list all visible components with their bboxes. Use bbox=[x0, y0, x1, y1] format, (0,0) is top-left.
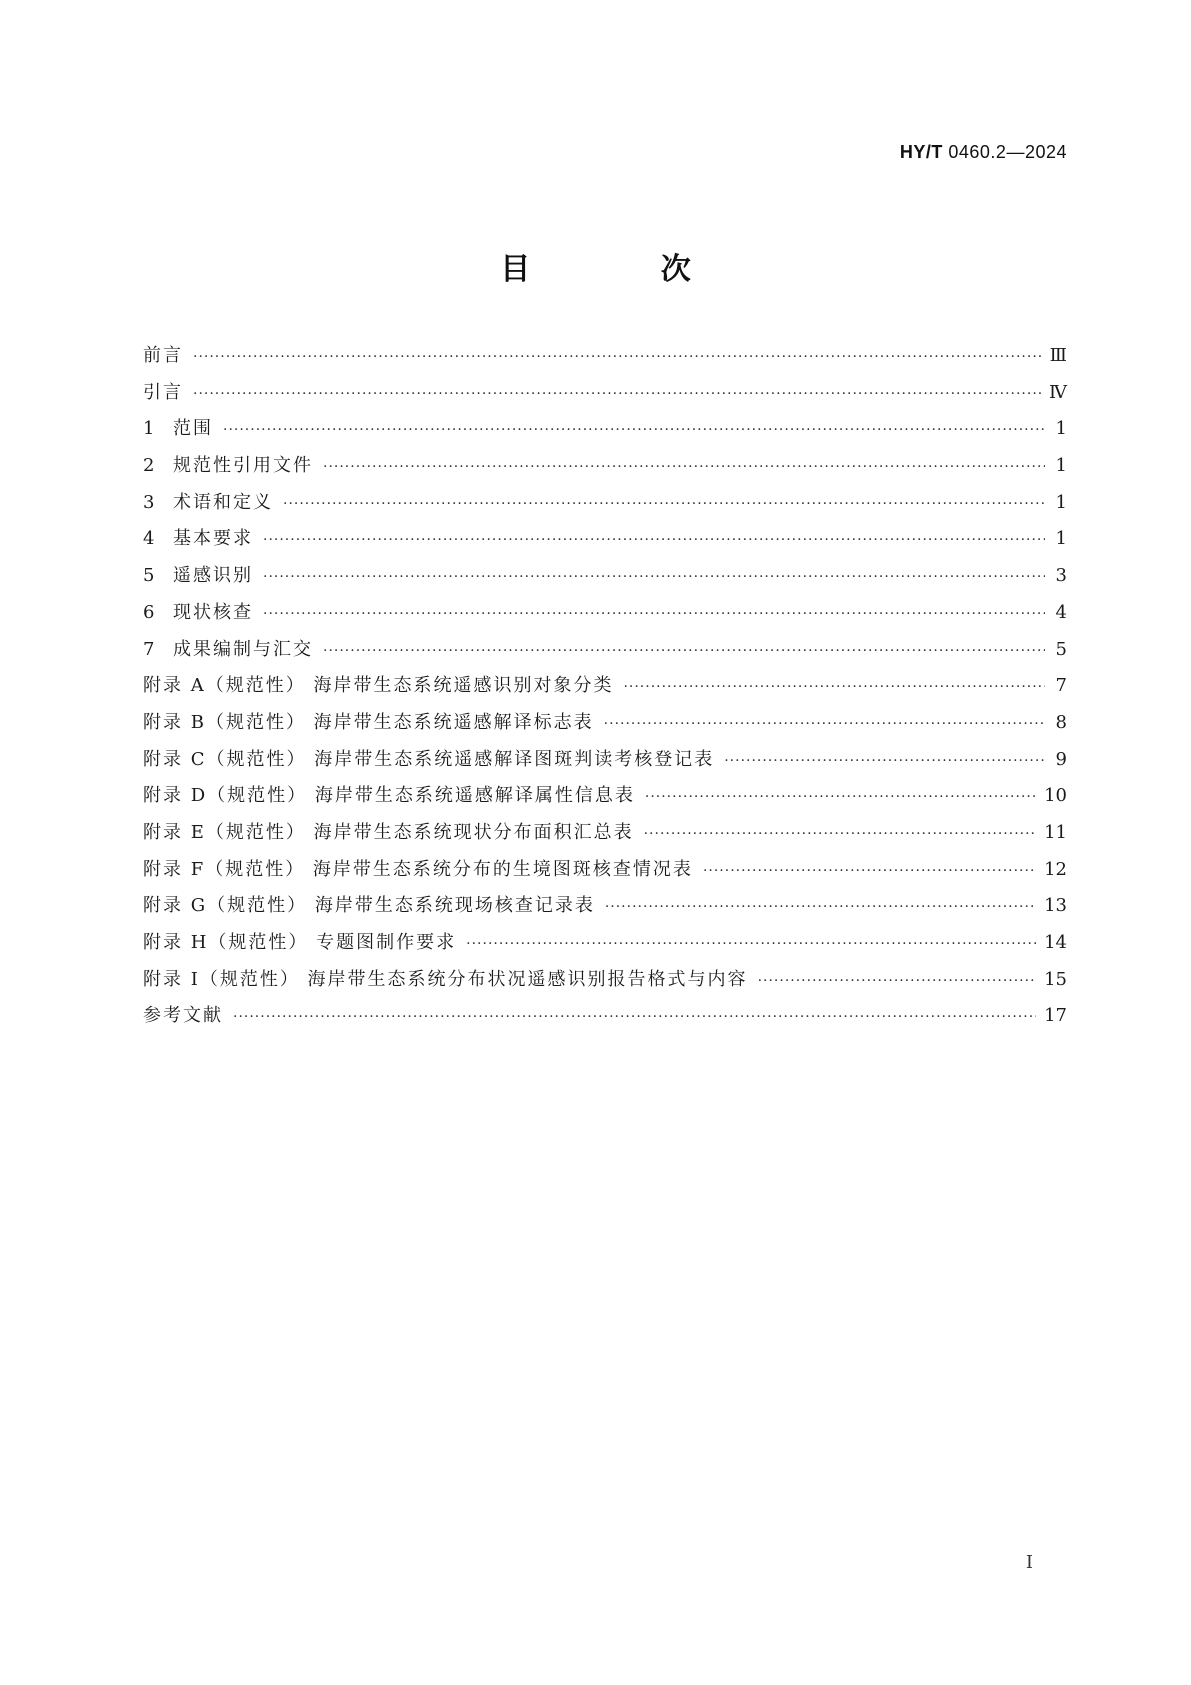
toc-dot-leader bbox=[758, 963, 1037, 1000]
standard-code bbox=[900, 142, 1067, 163]
toc-entry[interactable] bbox=[143, 778, 1067, 815]
standard-number: 0460.2—2024 bbox=[948, 142, 1067, 162]
toc-dot-leader bbox=[193, 339, 1042, 376]
toc-dot-leader bbox=[263, 596, 1045, 633]
toc-entry-page: 5 bbox=[1055, 638, 1067, 660]
toc-entry-label: 现状核查 bbox=[173, 601, 253, 623]
toc-entry-page: 15 bbox=[1044, 968, 1067, 990]
toc-entry-page: 11 bbox=[1044, 821, 1067, 843]
toc-dot-leader bbox=[193, 376, 1041, 413]
toc-dot-leader bbox=[703, 853, 1036, 890]
toc-dot-leader bbox=[283, 486, 1045, 523]
toc-entry[interactable] bbox=[143, 411, 1067, 448]
toc-entry-number: 5 bbox=[143, 565, 155, 587]
toc-entry-page: 14 bbox=[1044, 932, 1067, 953]
toc-dot-leader bbox=[263, 522, 1045, 559]
toc-entry-page: 1 bbox=[1055, 528, 1067, 550]
toc-dot-leader bbox=[645, 779, 1036, 816]
toc-entry[interactable] bbox=[143, 705, 1067, 742]
toc-entry[interactable] bbox=[143, 852, 1067, 889]
toc-entry[interactable] bbox=[143, 632, 1067, 669]
toc-entry-label: 前言 bbox=[143, 345, 183, 366]
toc-entry[interactable] bbox=[143, 742, 1067, 779]
toc-entry-page: 8 bbox=[1055, 711, 1067, 733]
toc-entry[interactable] bbox=[143, 375, 1067, 412]
toc-dot-leader bbox=[223, 412, 1045, 449]
page-title: 目 次 bbox=[500, 252, 751, 287]
toc-entry[interactable] bbox=[143, 521, 1067, 558]
toc-entry-label: 参考文献 bbox=[143, 1005, 223, 1027]
toc-dot-leader bbox=[233, 999, 1036, 1036]
toc-entry-label: 基本要求 bbox=[173, 528, 253, 550]
toc-entry-label: 附录 B（规范性） 海岸带生态系统遥感解译标志表 bbox=[143, 711, 594, 733]
toc-entry[interactable] bbox=[143, 925, 1067, 962]
toc-entry-label: 附录 H（规范性） 专题图制作要求 bbox=[143, 932, 457, 953]
toc-entry[interactable] bbox=[143, 888, 1067, 925]
toc-entry-number: 1 bbox=[143, 418, 155, 440]
toc-entry-number: 6 bbox=[143, 601, 155, 623]
toc-entry-page: 7 bbox=[1055, 675, 1067, 697]
toc-entry-label: 术语和定义 bbox=[173, 491, 273, 513]
toc-entry-label: 遥感识别 bbox=[173, 565, 253, 587]
toc-entry[interactable] bbox=[143, 668, 1067, 705]
toc-entry[interactable] bbox=[143, 595, 1067, 632]
toc-entry-page: Ⅳ bbox=[1049, 381, 1067, 403]
toc-entry-label: 规范性引用文件 bbox=[173, 455, 313, 477]
toc-entry[interactable] bbox=[143, 558, 1067, 595]
toc-entry[interactable] bbox=[143, 448, 1067, 485]
toc-entry[interactable] bbox=[143, 338, 1067, 375]
toc-dot-leader bbox=[263, 559, 1045, 596]
toc-entry-page: 12 bbox=[1044, 858, 1067, 880]
toc-entry-number: 7 bbox=[143, 638, 155, 660]
table-of-contents bbox=[143, 338, 1067, 1035]
toc-dot-leader bbox=[724, 743, 1045, 780]
toc-entry-page: 1 bbox=[1055, 455, 1067, 477]
toc-entry[interactable] bbox=[143, 962, 1067, 999]
toc-entry-page: Ⅲ bbox=[1049, 345, 1067, 366]
page-number: Ⅰ bbox=[1025, 1552, 1033, 1573]
toc-entry[interactable] bbox=[143, 998, 1067, 1035]
toc-dot-leader bbox=[323, 449, 1045, 486]
toc-entry-label: 附录 C（规范性） 海岸带生态系统遥感解译图斑判读考核登记表 bbox=[143, 748, 715, 770]
toc-entry-page: 1 bbox=[1055, 418, 1067, 440]
toc-entry-label: 范围 bbox=[173, 418, 213, 440]
toc-entry[interactable] bbox=[143, 485, 1067, 522]
toc-entry-label: 成果编制与汇交 bbox=[173, 638, 313, 660]
toc-entry-page: 13 bbox=[1044, 895, 1067, 917]
toc-entry-label: 附录 E（规范性） 海岸带生态系统现状分布面积汇总表 bbox=[143, 821, 634, 843]
toc-entry-label: 附录 F（规范性） 海岸带生态系统分布的生境图斑核查情况表 bbox=[143, 858, 693, 880]
toc-entry-page: 10 bbox=[1044, 785, 1067, 807]
toc-entry-page: 1 bbox=[1055, 491, 1067, 513]
toc-entry-number: 3 bbox=[143, 491, 155, 513]
toc-entry-number: 4 bbox=[143, 528, 155, 550]
toc-dot-leader bbox=[605, 889, 1036, 926]
toc-entry-page: 4 bbox=[1055, 601, 1067, 623]
toc-entry-page: 9 bbox=[1055, 748, 1067, 770]
toc-entry-label: 附录 A（规范性） 海岸带生态系统遥感识别对象分类 bbox=[143, 675, 614, 697]
toc-entry-label: 附录 I（规范性） 海岸带生态系统分布状况遥感识别报告格式与内容 bbox=[143, 968, 748, 990]
toc-entry-label: 附录 G（规范性） 海岸带生态系统现场核查记录表 bbox=[143, 895, 595, 917]
toc-entry-number: 2 bbox=[143, 455, 155, 477]
toc-dot-leader bbox=[466, 926, 1036, 963]
toc-dot-leader bbox=[623, 669, 1045, 706]
toc-entry-label: 引言 bbox=[143, 381, 183, 403]
toc-entry-page: 17 bbox=[1044, 1005, 1067, 1027]
standard-prefix: HY/T bbox=[899, 142, 943, 162]
toc-dot-leader bbox=[323, 633, 1045, 670]
toc-dot-leader bbox=[604, 706, 1045, 743]
toc-dot-leader bbox=[644, 816, 1037, 853]
toc-entry[interactable] bbox=[143, 815, 1067, 852]
toc-entry-page: 3 bbox=[1055, 565, 1067, 587]
toc-entry-label: 附录 D（规范性） 海岸带生态系统遥感解译属性信息表 bbox=[143, 785, 635, 807]
